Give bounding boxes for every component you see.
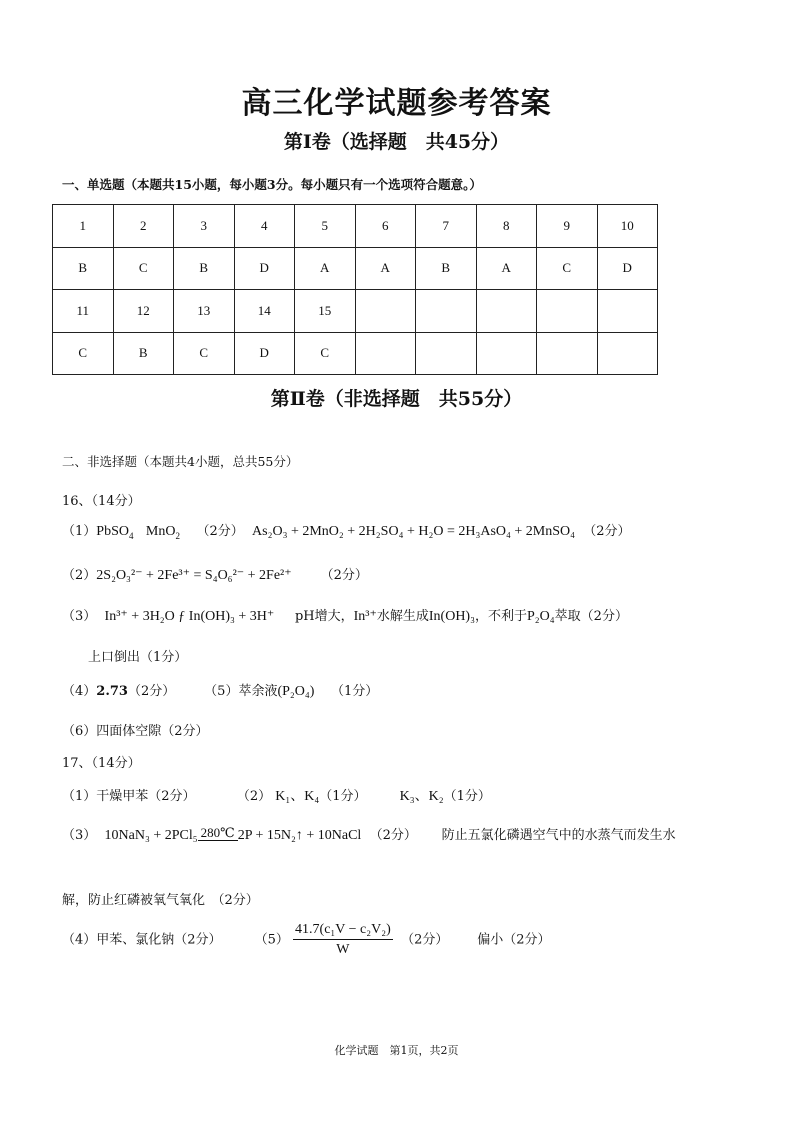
answer-table-cell: 7 xyxy=(416,205,477,248)
answer-table-cell xyxy=(476,290,537,333)
q17-p3-right: 2P + 15N₂↑ + 10NaCl xyxy=(237,828,362,843)
q17-p2-valves-b: K₃、K₂ xyxy=(399,789,444,804)
answer-table-cell: 11 xyxy=(53,290,114,333)
q16-p1-formula-a: PbSO$_4$ xyxy=(96,524,134,541)
q16-p2-label: （2） xyxy=(62,568,97,583)
q16-p3-ion: In³⁺ xyxy=(353,609,377,624)
answer-table-row xyxy=(53,290,658,333)
answer-table-cell: 8 xyxy=(476,205,537,248)
answer-table-cell: 9 xyxy=(537,205,598,248)
q16-part6: （6）四面体空隙（2分） xyxy=(62,724,209,739)
q17-p3-reason-b: 解，防止红磷被氧气氧化 （2分） xyxy=(62,893,259,908)
answer-table-cell xyxy=(416,290,477,333)
answer-table-cell: 12 xyxy=(113,290,174,333)
q16-p2-score: （2分） xyxy=(320,568,368,583)
q17-p5-denominator: W xyxy=(336,942,350,957)
answer-table-row xyxy=(53,205,658,248)
q16-p1-label: （1） xyxy=(62,524,97,539)
q16-p3-label: （3） xyxy=(62,609,97,624)
answer-table-cell xyxy=(416,332,477,375)
q16-p3-line2: 上口倒出（1分） xyxy=(88,650,188,665)
q17-p4: （4）甲苯、氯化钠（2分） xyxy=(62,932,222,948)
q16-p3-text-c: ，不利于 xyxy=(474,609,527,624)
q17-p3-condition: 280℃ xyxy=(198,825,238,841)
q16-p4-label: （4） xyxy=(62,684,97,699)
answer-table-cell: A xyxy=(355,247,416,290)
q17-p5-numerator: 41.7(c₁V − c₂V₂) xyxy=(293,922,393,940)
q16-p2-equation: 2S₂O₃²⁻ + 2Fe³⁺ = S₄O₆²⁻ + 2Fe²⁺ xyxy=(96,568,292,583)
q16-header: 16、（14分） xyxy=(62,494,141,509)
q16-p1-score2: （2分） xyxy=(583,524,631,539)
q16-p1-equation: As₂O₃ + 2MnO₂ + 2H₂SO₄ + H₂O = 2H₃AsO₄ + 2MnSO₄ xyxy=(252,524,575,539)
q17-p3-label: （3） xyxy=(62,828,97,843)
q16-p1-score: （2分） xyxy=(196,524,244,539)
answer-table-cell: 3 xyxy=(174,205,235,248)
answer-table-cell: 4 xyxy=(234,205,295,248)
answer-table-cell xyxy=(597,290,658,333)
q17-p5-fraction xyxy=(293,922,393,958)
q16-p3-text-b: 水解生成 xyxy=(376,609,429,624)
q16-p4-value: 2.73 xyxy=(96,684,128,699)
answer-table-cell: A xyxy=(476,247,537,290)
answer-table-cell: 1 xyxy=(53,205,114,248)
section2-instruction: 二、非选择题（本题共4小题，总共55分） xyxy=(62,454,299,469)
answer-table-cell xyxy=(355,332,416,375)
q17-p5-result: 偏小（2分） xyxy=(477,932,551,948)
answer-table-cell: B xyxy=(53,247,114,290)
q17-p3-score: （2分） xyxy=(369,828,417,843)
answer-table-cell xyxy=(597,332,658,375)
answer-table-cell: 6 xyxy=(355,205,416,248)
answer-table-cell: 13 xyxy=(174,290,235,333)
q17-p2-score-a: （1分） xyxy=(319,789,367,804)
answer-table-cell xyxy=(476,332,537,375)
section1-instruction: 一、单选题（本题共15小题，每小题3分。每小题只有一个选项符合题意。） xyxy=(62,177,482,192)
q16-part3 xyxy=(62,605,628,625)
q17-p3-reason-a: 防止五氯化磷遇空气中的水蒸气而发生水 xyxy=(441,828,676,843)
answer-table-cell: D xyxy=(234,247,295,290)
q16-p5-formula: (P₂O₄) xyxy=(277,684,315,699)
q16-p3-equation: In³⁺ + 3H₂O ƒ In(OH)₃ + 3H⁺ xyxy=(104,609,275,624)
page-footer: 化学试题 第1页，共2页 xyxy=(334,1044,459,1057)
q16-p3-product: In(OH)₃ xyxy=(428,609,475,624)
answer-table-cell: B xyxy=(174,247,235,290)
answer-table xyxy=(52,204,658,375)
answer-table-cell: D xyxy=(597,247,658,290)
answer-table-cell xyxy=(537,332,598,375)
answer-table-cell: B xyxy=(113,332,174,375)
answer-table-cell: 15 xyxy=(295,290,356,333)
q17-p2-valves-a: K₁、K₄ xyxy=(275,789,320,804)
answer-table-cell xyxy=(537,290,598,333)
q17-p2-score-b: （1分） xyxy=(443,789,491,804)
answer-table-cell: C xyxy=(295,332,356,375)
page-title: 高三化学试题参考答案 xyxy=(241,86,552,121)
q16-p1-formula-b: MnO$_2$ xyxy=(145,524,180,541)
answer-table-cell: B xyxy=(416,247,477,290)
answer-table-cell: C xyxy=(537,247,598,290)
q16-part1 xyxy=(62,520,631,541)
q16-part4-5 xyxy=(62,680,378,700)
answer-table-cell: C xyxy=(53,332,114,375)
q17-p5-score: （2分） xyxy=(401,932,449,948)
answer-table-cell xyxy=(355,290,416,333)
q17-p3-left: 10NaN₃ + 2PCl₅ xyxy=(104,828,198,843)
q16-part2 xyxy=(62,564,368,584)
q17-p5-label: （5） xyxy=(254,932,289,948)
answer-table-row xyxy=(53,332,658,375)
q16-p3-text-d: 萃取（2分） xyxy=(554,609,628,624)
q17-p2-label: （2） xyxy=(236,789,272,804)
q16-p3-reagent: P₂O₄ xyxy=(527,609,555,624)
q17-header: 17、（14分） xyxy=(62,756,141,771)
answer-table-row xyxy=(53,247,658,290)
part1-heading: 第Ⅰ卷（选择题 共45分） xyxy=(283,131,510,153)
answer-table-cell: D xyxy=(234,332,295,375)
answer-table-cell: 10 xyxy=(597,205,658,248)
q16-p5-score: （1分） xyxy=(330,684,379,699)
answer-table-cell: C xyxy=(174,332,235,375)
q17-p3-condition-arrow xyxy=(198,825,238,847)
answer-table-cell: 2 xyxy=(113,205,174,248)
q16-p5-label: （5）萃余液 xyxy=(204,684,278,699)
q17-p1: （1）干燥甲苯（2分） xyxy=(62,789,196,804)
part2-heading: 第Ⅱ卷（非选择题 共55分） xyxy=(270,388,523,410)
answer-table-cell: 14 xyxy=(234,290,295,333)
q16-p4-score: （2分） xyxy=(127,684,176,699)
answer-table-cell: C xyxy=(113,247,174,290)
q16-p3-text-a: pH增大， xyxy=(294,609,354,624)
answer-table-cell: 5 xyxy=(295,205,356,248)
q17-part3 xyxy=(62,824,676,847)
q17-part4-5 xyxy=(62,922,551,958)
q17-part1-2 xyxy=(62,785,491,805)
answer-table-cell: A xyxy=(295,247,356,290)
